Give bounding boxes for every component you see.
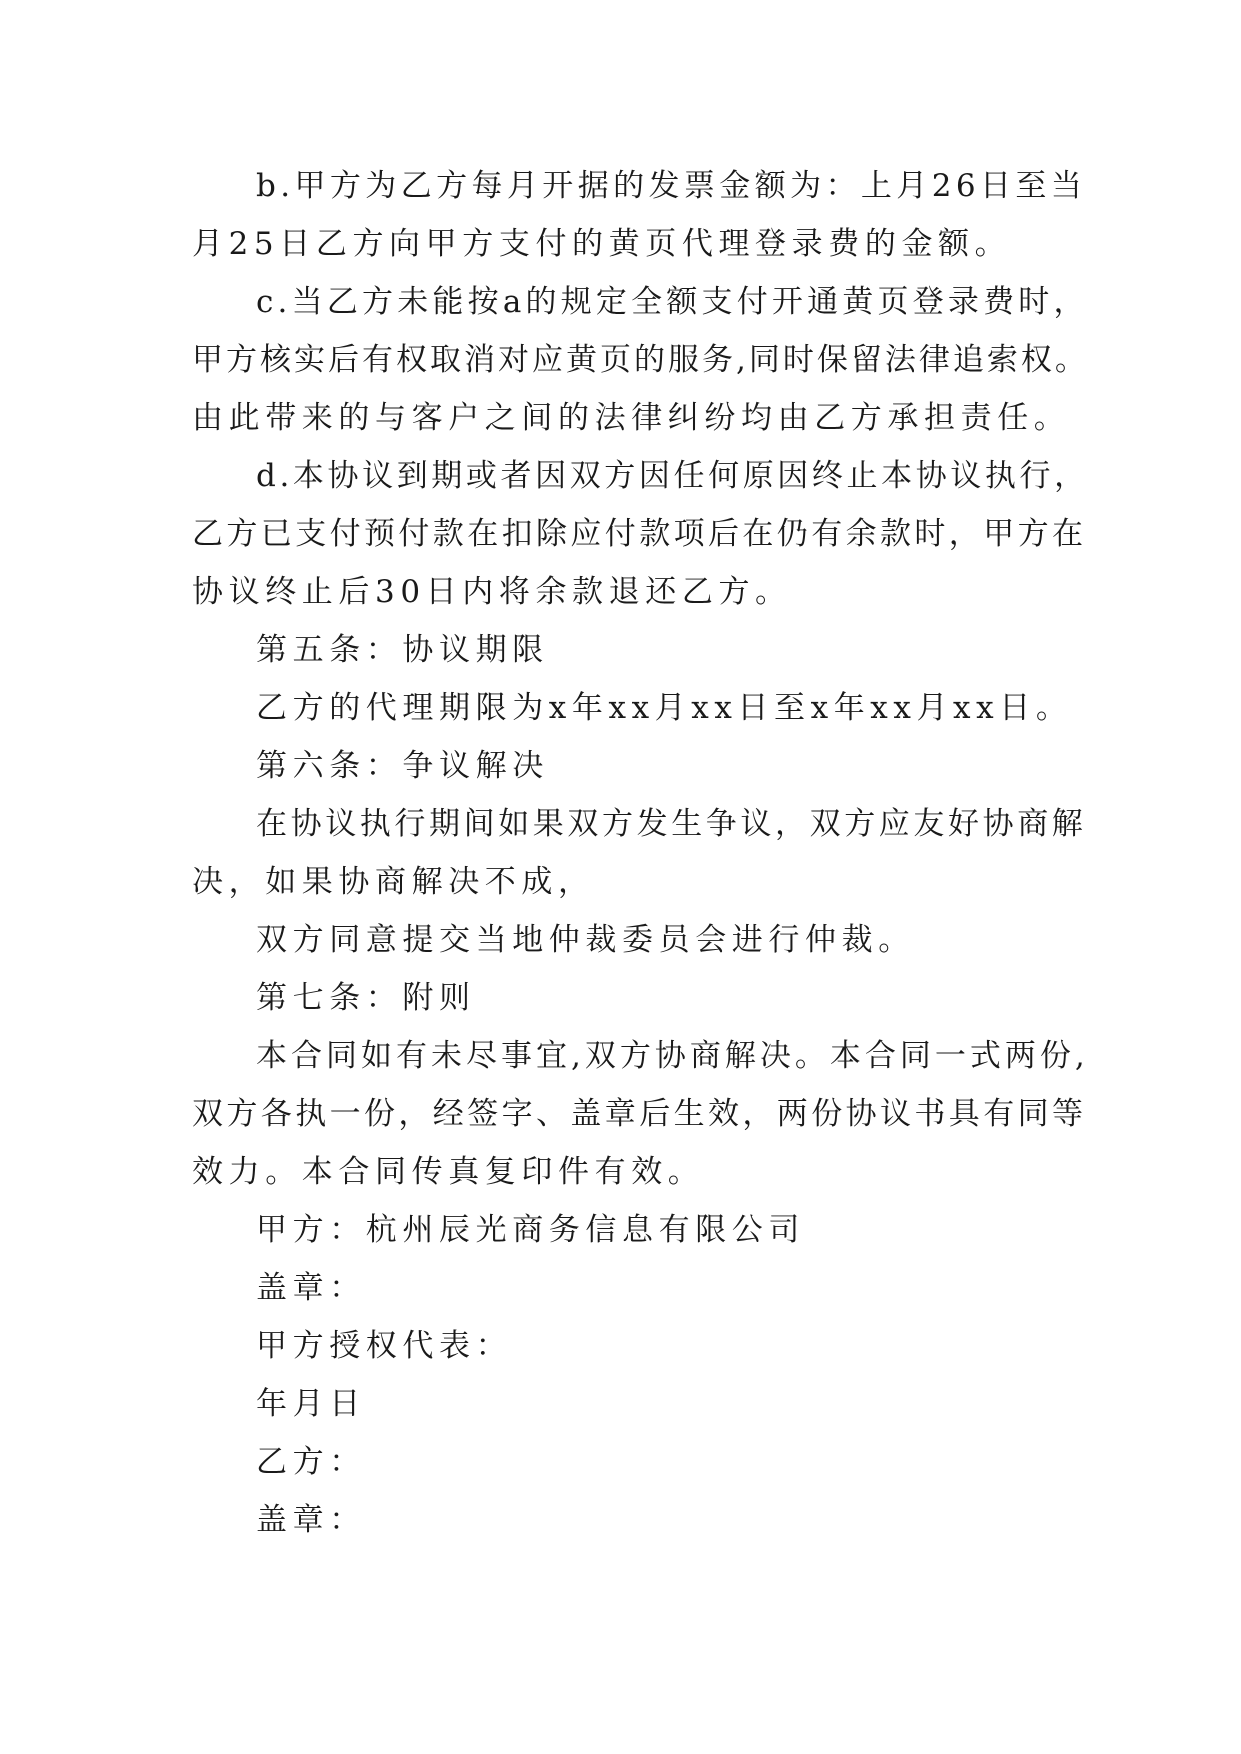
- party-a-seal: 盖章：: [256, 1270, 366, 1306]
- article-7-line-1: 本合同如有未尽事宜,双方协商解决。本合同一式两份,: [256, 1038, 1089, 1074]
- clause-c-line-1: c.当乙方未能按a的规定全额支付开通黄页登录费时，: [256, 284, 1089, 320]
- clause-d-line-1: d.本协议到期或者因双方因任何原因终止本协议执行，: [256, 458, 1089, 494]
- clause-c-line-3: 由此带来的与客户之间的法律纠纷均由乙方承担责任。: [192, 400, 1071, 436]
- party-b-seal: 盖章：: [256, 1502, 366, 1538]
- party-a-representative: 甲方授权代表：: [256, 1328, 513, 1364]
- clause-d-line-2: 乙方已支付预付款在扣除应付款项后在仍有余款时，甲方在: [192, 516, 1087, 552]
- clause-d-line-3: 协议终止后30日内将余款退还乙方。: [192, 574, 792, 610]
- article-6-line-1: 在协议执行期间如果双方发生争议，双方应友好协商解: [256, 806, 1087, 842]
- party-a-date: 年月日: [256, 1386, 366, 1422]
- clause-c-line-2: 甲方核实后有权取消对应黄页的服务,同时保留法律追索权。: [192, 342, 1089, 378]
- article-6-heading: 第六条：争议解决: [256, 748, 549, 784]
- clause-b-line-2: 月25日乙方向甲方支付的黄页代理登录费的金额。: [192, 226, 1012, 262]
- article-5-heading: 第五条：协议期限: [256, 632, 549, 668]
- article-6-line-2: 决，如果协商解决不成，: [192, 864, 595, 900]
- article-7-line-2: 双方各执一份，经签字、盖章后生效，两份协议书具有同等: [192, 1096, 1087, 1132]
- article-6-line-3: 双方同意提交当地仲裁委员会进行仲裁。: [256, 922, 915, 958]
- article-7-line-3: 效力。本合同传真复印件有效。: [192, 1154, 705, 1190]
- article-5-text: 乙方的代理期限为x年xx月xx日至x年xx月xx日。: [256, 690, 1073, 726]
- party-b-name: 乙方：: [256, 1444, 366, 1480]
- article-7-heading: 第七条：附则: [256, 980, 476, 1016]
- party-a-name: 甲方：杭州辰光商务信息有限公司: [256, 1212, 805, 1248]
- clause-b-line-1: b.甲方为乙方每月开据的发票金额为：上月26日至当: [256, 168, 1087, 204]
